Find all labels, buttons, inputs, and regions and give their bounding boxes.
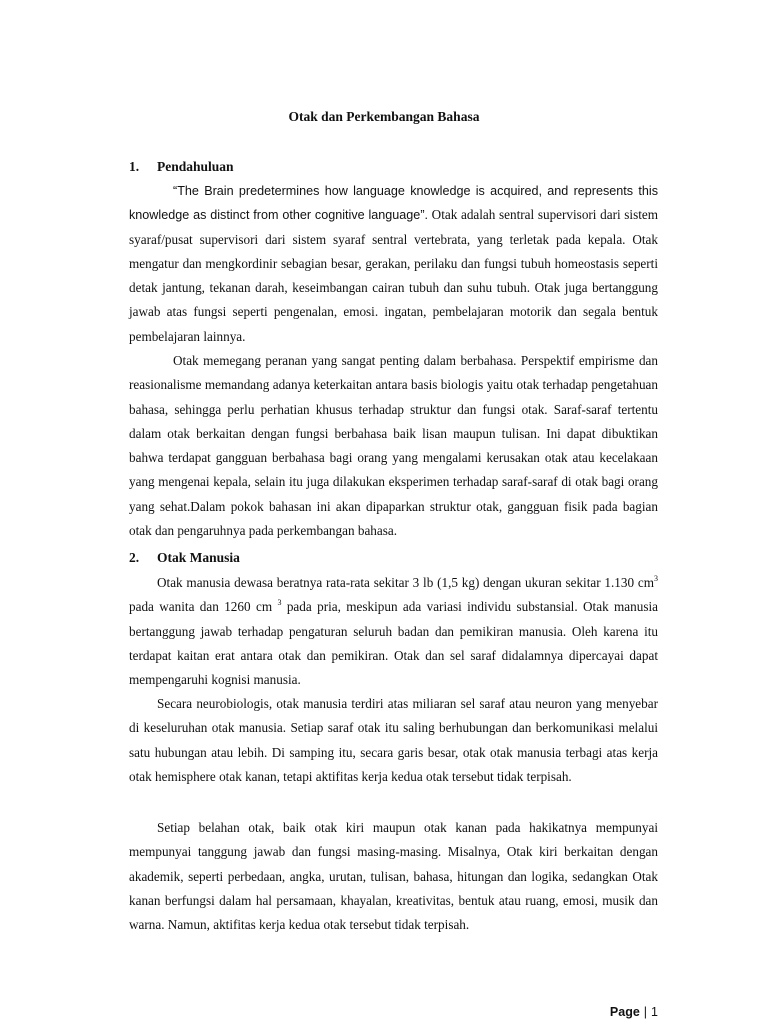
page-label: Page: [609, 1005, 640, 1019]
page-number: 1: [651, 1005, 658, 1019]
paragraph-text: Secara neurobiologis, otak manusia terdiri atas miliaran sel saraf atau neuron yang menyebar di keseluruhan otak manusia. Setiap saraf otak itu saling berhubungan dan berkomunikasi melalui satu hubungan atau lebih. Di samping itu, secara garis besar, otak otak manusia terbagi atas kerja otak hemisphere otak kanan, tetapi aktifitas kerja kedua otak tersebut tidak terpisah.: [129, 696, 658, 784]
superscript: 3: [654, 574, 658, 583]
paragraph-text: pada pria, meskipun ada variasi individu substansial. Otak manusia bertanggung jawab terhadap pengaturan seluruh badan dan pemikiran manusia. Oleh karena itu terdapat kaitan erat antara otak dan pemikiran. Otak dan sel saraf didalamnya dipercayai dapat mempengaruhi kognisi manusia.: [129, 599, 658, 688]
paragraph-2: [129, 349, 658, 543]
paragraph-text: pada wanita dan 1260 cm: [129, 599, 278, 615]
footer-separator: |: [643, 1005, 648, 1019]
quote-text: “The Brain predetermines how language knowledge is acquired, and represents this knowledge as distinct from other cognitive language”.: [129, 184, 658, 223]
page-footer: [610, 1002, 658, 1022]
paragraph-text: Otak adalah sentral supervisori dari sistem syaraf/pusat supervisori dari sistem syaraf sentral vertebrata, yang terletak pada kepala. Otak mengatur dan mengkordinir sebagian besar, gerakan, perilaku dan fungsi tubuh homeostasis seperti detak jantung, tekanan darah, keseimbangan cairan tubuh dan suhu tubuh. Otak juga bertanggung jawab atas fungsi seperti pengenalan, emosi. ingatan, pembelajaran motorik dan segala bentuk pembelajaran lainnya.: [129, 207, 658, 344]
section-heading-1: [129, 157, 234, 177]
paragraph-text: Otak manusia dewasa beratnya rata-rata sekitar 3 lb (1,5 kg) dengan ukuran sekitar 1.130 cm: [157, 575, 654, 590]
paragraph-text: Otak memegang peranan yang sangat penting dalam berbahasa. Perspektif empirisme dan reasionalisme memandang adanya keterkaitan antara basis biologis yaitu otak terhadap pengetahuan bahasa, sehingga perlu perhatian khusus terhadap struktur dan fungsi otak. Saraf-saraf tertentu dalam otak berkaitan dengan fungsi berbahasa baik lisan maupun tulisan. Ini dapat dibuktikan bahwa terdapat gangguan berbahasa bagi orang yang mengalami kerusakan otak atau kecelakaan yang mengenai kepala, selain itu juga dilakukan eksperimen terhadap saraf-saraf di otak bagi orang yang sehat.Dalam pokok bahasan ini akan dipaparkan struktur otak, gangguan fisik pada bagian otak dan pengaruhnya pada perkembangan bahasa.: [129, 353, 658, 539]
section-number: 1.: [129, 159, 140, 174]
paragraph-text: Setiap belahan otak, baik otak kiri maupun otak kanan pada hakikatnya mempunyai mempunyai tanggung jawab dan fungsi masing-masing. Misalnya, Otak kiri berkaitan dengan akademik, seperti perbedaan, angka, urutan, tulisan, bahasa, hitungan dan logika, sedangkan Otak kanan berfungsi dalam hal persamaan, khayalan, kreativitas, bentuk atau ruang, emosi, musik dan warna. Namun, aktifitas kerja kedua otak tersebut tidak terpisah.: [129, 820, 658, 933]
section-heading-2: [129, 548, 240, 568]
superscript: 3: [277, 598, 282, 608]
section-title: Pendahuluan: [157, 159, 234, 174]
document-title: Otak dan Perkembangan Bahasa: [288, 109, 480, 124]
section-number: 2.: [129, 550, 140, 565]
paragraph-1: [129, 179, 658, 349]
paragraph-3: [129, 571, 658, 692]
paragraph-5: [129, 816, 658, 937]
section-title: Otak Manusia: [157, 550, 240, 565]
paragraph-4: [129, 692, 658, 789]
